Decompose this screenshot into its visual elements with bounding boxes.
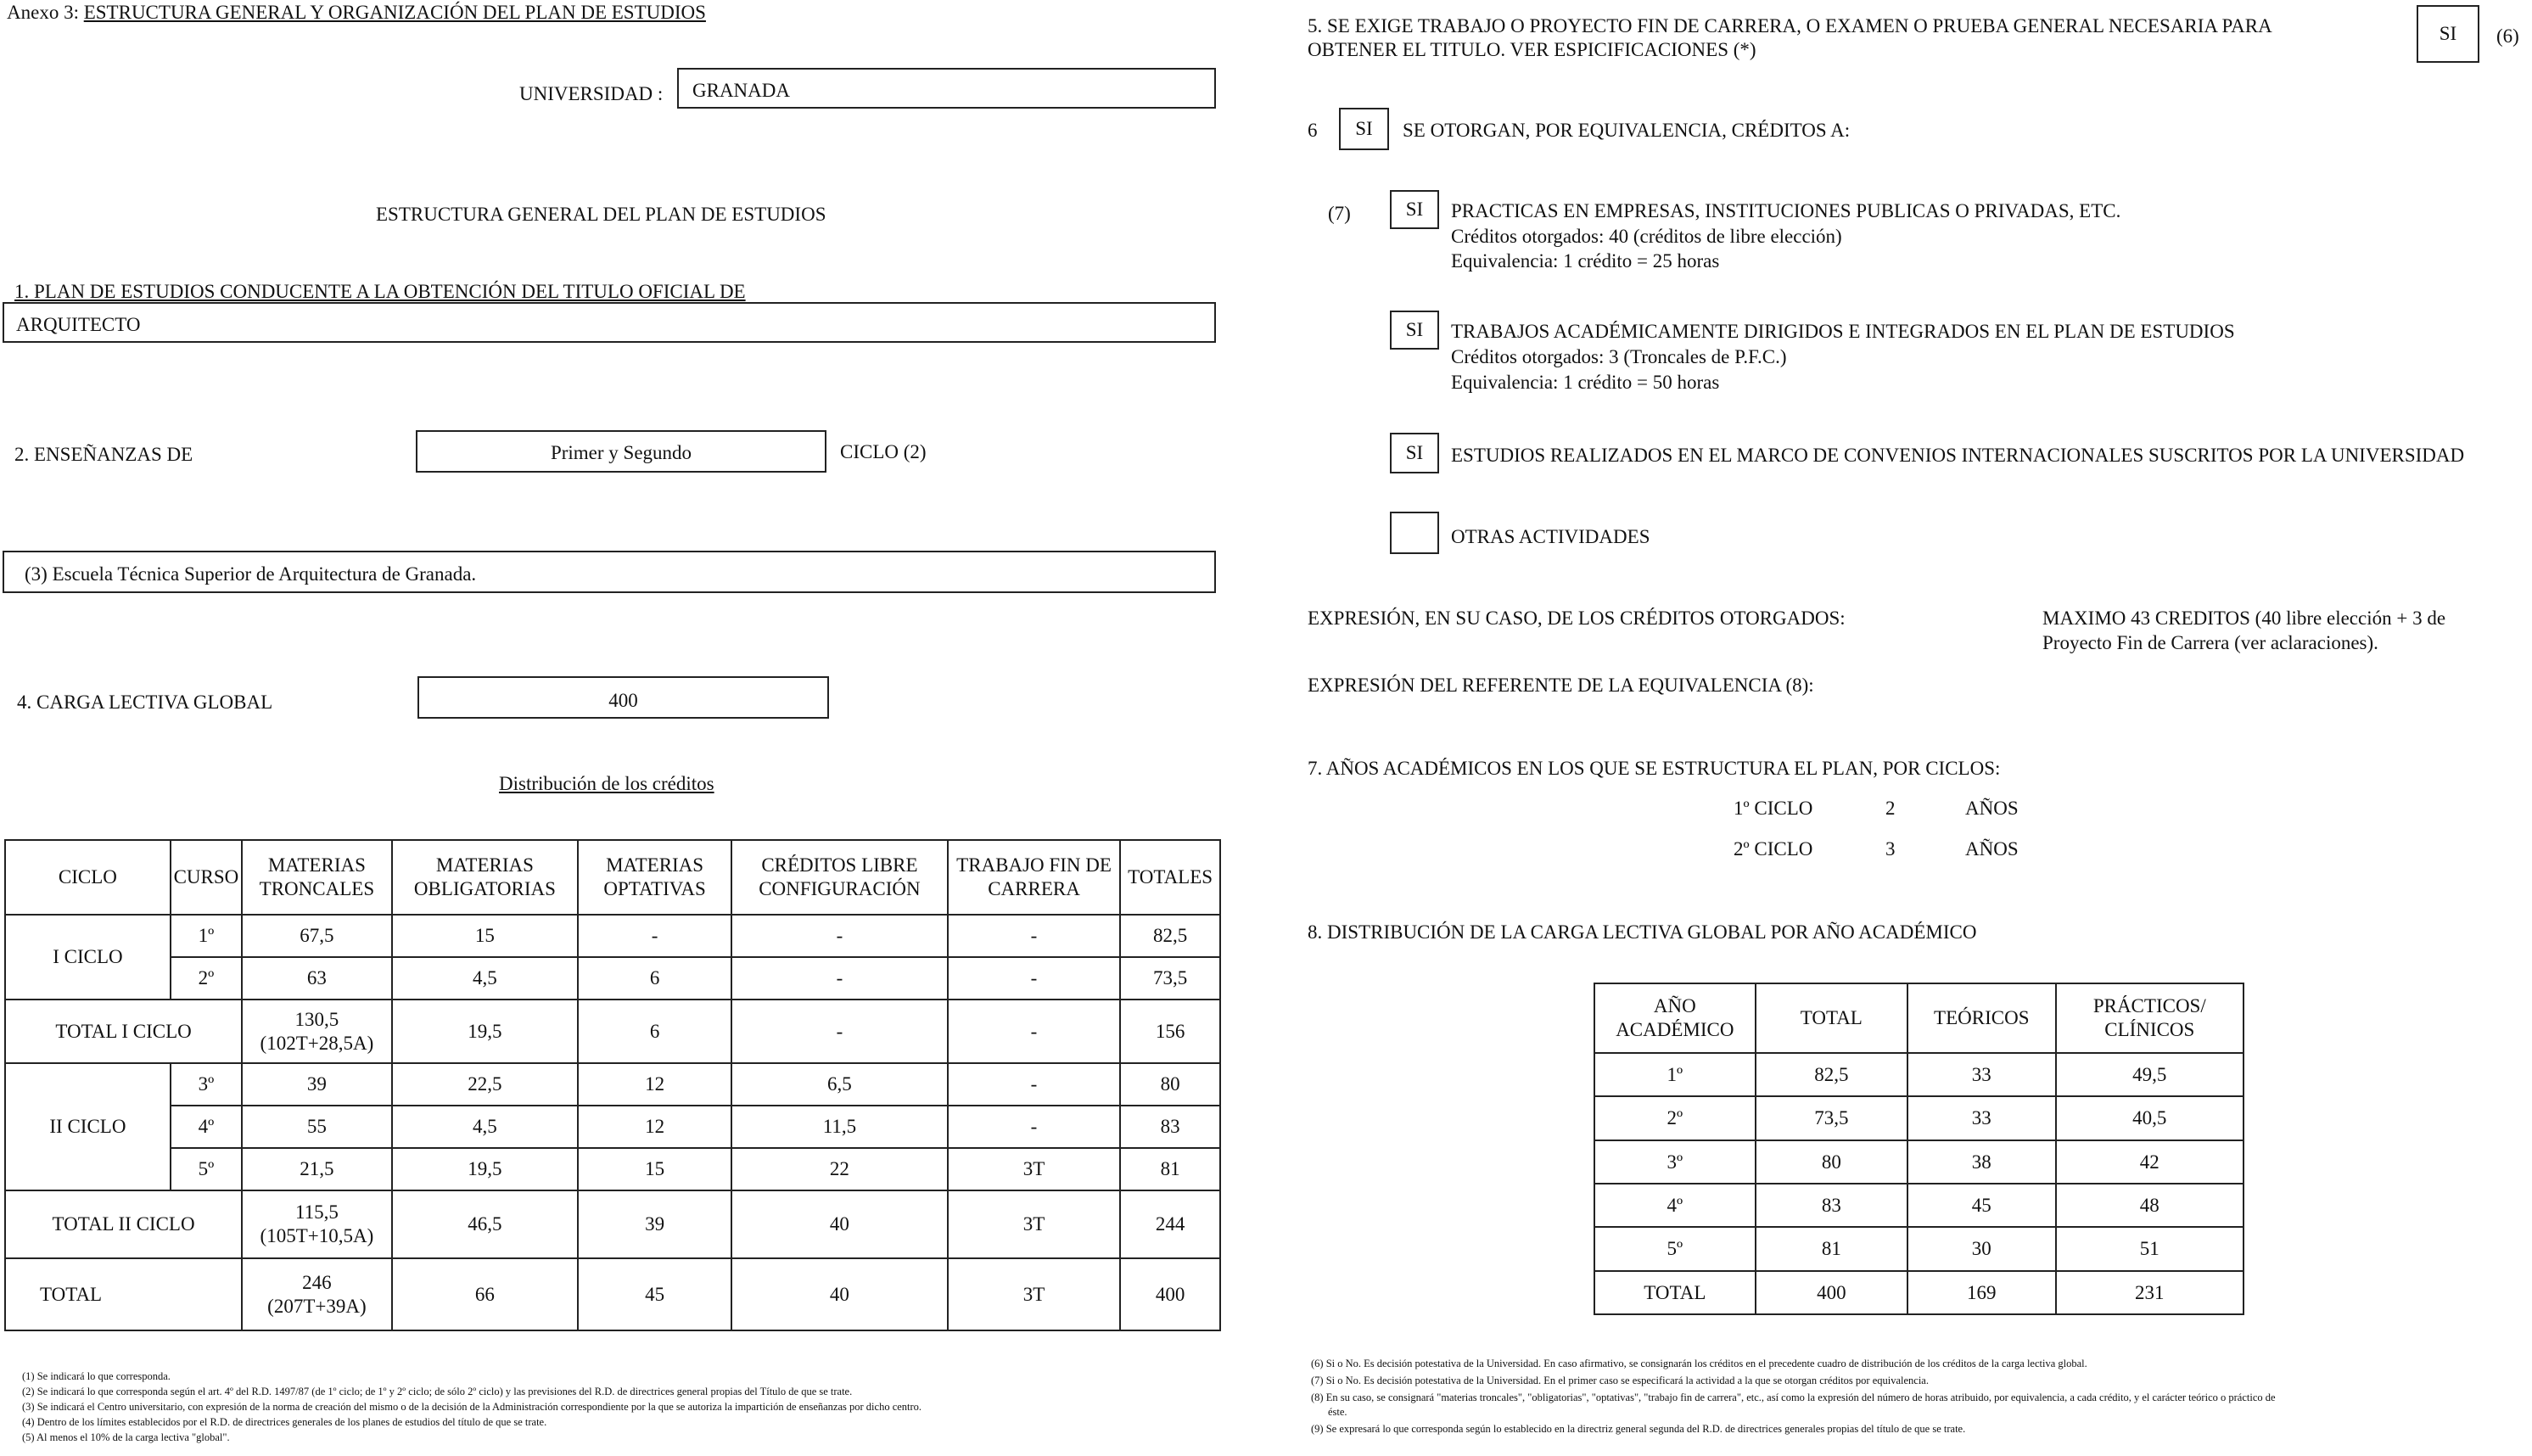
footnote: (6) Si o No. Es decisión potestativa de la Universidad. En caso afirmativo, se consignarán los créditos en el precedente cuadro de distribución de los créditos de la carga lectiva global. (1311, 1358, 2087, 1369)
reference-label: EXPRESIÓN DEL REFERENTE DE LA EQUIVALENCIA (8): (1308, 675, 1814, 696)
equivalence-ratio: Equivalencia: 1 crédito = 50 horas (1451, 372, 1720, 393)
table-row (1594, 1227, 2244, 1270)
table-cell: 4,5 (392, 957, 578, 1000)
header-cell: AÑO ACADÉMICO (1594, 983, 1756, 1053)
school-field (3, 551, 1216, 593)
item5-line1: 5. SE EXIGE TRABAJO O PROYECTO FIN DE CARRERA, O EXAMEN O PRUEBA GENERAL NECESARIA PARA (1308, 15, 2272, 36)
table-cell: 73,5 (1756, 1096, 1907, 1140)
header-cell: PRÁCTICOS/ CLÍNICOS (2056, 983, 2244, 1053)
table-cell: 21,5 (242, 1148, 392, 1190)
equivalence-checkbox: SI (1390, 311, 1439, 350)
table-cell: - (948, 1063, 1120, 1106)
table-row (5, 957, 1220, 1000)
header-cell: TOTAL (1756, 983, 1907, 1053)
table-cell: 22 (731, 1148, 948, 1190)
footnote: (7) Si o No. Es decisión potestativa de la Universidad. En el primer caso se especificará la actividad a la que se otorgan créditos por equivalencia. (1311, 1375, 1929, 1386)
table-cell: 6,5 (731, 1063, 948, 1106)
table-total-row (5, 1000, 1220, 1063)
table-cell: 80 (1756, 1140, 1907, 1184)
equivalence-checkbox (1390, 512, 1439, 554)
table-cell: 45 (578, 1258, 731, 1330)
table-cell: - (948, 957, 1120, 1000)
cycle-suffix: CICLO (2) (840, 441, 927, 462)
table-cell: 40 (731, 1258, 948, 1330)
table-cell: 15 (578, 1148, 731, 1190)
table-cell (242, 1258, 392, 1330)
item2-label: 2. ENSEÑANZAS DE (14, 444, 193, 465)
header-cell: CICLO (5, 840, 171, 915)
equivalence-title: PRACTICAS EN EMPRESAS, INSTITUCIONES PUBLICAS O PRIVADAS, ETC. (1451, 200, 2121, 221)
table-row (1594, 1053, 2244, 1096)
table-cell: 6 (578, 1000, 731, 1063)
header-cell: CRÉDITOS LIBRE CONFIGURACIÓN (731, 840, 948, 915)
equivalence-checkbox: SI (1390, 190, 1439, 229)
table-cell: - (578, 915, 731, 957)
table-cell: 45 (1907, 1184, 2056, 1227)
table-cell: 12 (578, 1106, 731, 1148)
section-heading: ESTRUCTURA GENERAL DEL PLAN DE ESTUDIOS (376, 204, 826, 225)
cycle-years: 2 (1885, 798, 1896, 819)
header-cell: MATERIAS TRONCALES (242, 840, 392, 915)
cell-line: 130,5 (294, 1008, 339, 1030)
table-cell: 40 (731, 1190, 948, 1258)
table-cell: 30 (1907, 1227, 2056, 1270)
table-header-row (5, 840, 1220, 915)
table-cell: 3º (171, 1063, 242, 1106)
table-cell: 400 (1120, 1258, 1220, 1330)
credits-table (4, 839, 1221, 1331)
table-cell: 33 (1907, 1096, 2056, 1140)
table-header-row (1594, 983, 2244, 1053)
table-row (5, 1106, 1220, 1148)
footnote: (3) Se indicará el Centro universitario, con expresión de la norma de creación del mismo o de la decisión de la Administración correspondiente por la que se autoriza la impartición de enseñanzas por dicho centro. (22, 1401, 922, 1413)
table-cell: 46,5 (392, 1190, 578, 1258)
table-cell: 63 (242, 957, 392, 1000)
table-cell: 38 (1907, 1140, 2056, 1184)
cell-line: (207T+39A) (267, 1295, 367, 1317)
cycle-years: 3 (1885, 838, 1896, 860)
footnote: éste. (1328, 1406, 1347, 1418)
table-cell: 81 (1120, 1148, 1220, 1190)
annex-prefix: Anexo 3: (7, 2, 79, 23)
header-cell: MATERIAS OPTATIVAS (578, 840, 731, 915)
item5-checkbox: SI (2417, 5, 2479, 63)
table-cell: 80 (1120, 1063, 1220, 1106)
table-cell: 49,5 (2056, 1053, 2244, 1096)
degree-field (3, 302, 1216, 343)
table-cell (242, 1190, 392, 1258)
table-cell: - (731, 957, 948, 1000)
table-cell: 1º (1594, 1053, 1756, 1096)
table-cell: 4º (171, 1106, 242, 1148)
table-cell: 231 (2056, 1271, 2244, 1314)
table-cell: 39 (578, 1190, 731, 1258)
table-cell: 400 (1756, 1271, 1907, 1314)
table-cell: TOTAL (1594, 1271, 1756, 1314)
expression-value-line1: MAXIMO 43 CREDITOS (40 libre elección + 3 de (2042, 608, 2446, 629)
table-cell: 40,5 (2056, 1096, 2244, 1140)
expression-value-line2: Proyecto Fin de Carrera (ver aclaraciones). (2042, 632, 2378, 653)
table-cell: 42 (2056, 1140, 2244, 1184)
table-cell: 48 (2056, 1184, 2244, 1227)
footnote: (8) En su caso, se consignará "materias troncales", "obligatorias", "optativas", "trabajo fin de carrera", etc., así como la expresión del número de horas atribuido, por equivalencia, a cada crédito, y el carácter teórico o práctico de (1311, 1392, 2276, 1403)
table-cell: 19,5 (392, 1000, 578, 1063)
total-label-cell: TOTAL I CICLO (5, 1000, 242, 1063)
footnote: (1) Se indicará lo que corresponda. (22, 1370, 171, 1382)
item5-note: (6) (2496, 25, 2519, 47)
item6-label: SE OTORGAN, POR EQUIVALENCIA, CRÉDITOS A: (1403, 120, 1851, 141)
table-cell: 67,5 (242, 915, 392, 957)
table-row (5, 1148, 1220, 1190)
table-row (1594, 1096, 2244, 1140)
university-label: UNIVERSIDAD : (519, 83, 664, 104)
header-cell: TOTALES (1120, 840, 1220, 915)
item8-label: 8. DISTRIBUCIÓN DE LA CARGA LECTIVA GLOBAL POR AÑO ACADÉMICO (1308, 921, 1977, 943)
table-cell: 6 (578, 957, 731, 1000)
equivalence-title: TRABAJOS ACADÉMICAMENTE DIRIGIDOS E INTEGRADOS EN EL PLAN DE ESTUDIOS (1451, 321, 2235, 342)
table-cell: 3º (1594, 1140, 1756, 1184)
item1-label: 1. PLAN DE ESTUDIOS CONDUCENTE A LA OBTENCIÓN DEL TITULO OFICIAL DE (14, 281, 746, 302)
footnote: (5) Al menos el 10% de la carga lectiva "global". (22, 1431, 230, 1443)
table-cell: 3T (948, 1190, 1120, 1258)
university-value: GRANADA (692, 80, 790, 101)
table-row (5, 915, 1220, 957)
footnote: (2) Se indicará lo que corresponda según el art. 4º del R.D. 1497/87 (de 1º ciclo; de 1º y 2º ciclo; de sólo 2º ciclo) y las previsiones del R.D. de directrices general propias del Título de que se trate. (22, 1386, 853, 1397)
equivalence-ratio: Equivalencia: 1 crédito = 25 horas (1451, 250, 1720, 272)
table-total-row (1594, 1271, 2244, 1314)
table-cell: - (948, 1106, 1120, 1148)
table-cell (242, 1000, 392, 1063)
university-field (677, 68, 1216, 109)
footnote: (9) Se expresará lo que corresponda según lo establecido en la directriz general segunda del R.D. de directrices generales propias del título de que se trate. (1311, 1423, 1966, 1435)
table-cell: 11,5 (731, 1106, 948, 1148)
table-cell: 3T (948, 1148, 1120, 1190)
table-cell: 244 (1120, 1190, 1220, 1258)
table-cell: 1º (171, 915, 242, 957)
academic-year-table (1594, 983, 2244, 1315)
table-cell: 33 (1907, 1053, 2056, 1096)
equivalence-credits: Créditos otorgados: 3 (Troncales de P.F.C.) (1451, 346, 1787, 367)
table-cell: 73,5 (1120, 957, 1220, 1000)
table-cell: 169 (1907, 1271, 2056, 1314)
cycle-unit: AÑOS (1965, 798, 2019, 819)
footnote: (4) Dentro de los límites establecidos por el R.D. de directrices generales de los planes de estudios del título de que se trate. (22, 1416, 547, 1428)
global-load-field (417, 676, 829, 719)
school-value: (3) Escuela Técnica Superior de Arquitectura de Granada. (25, 563, 477, 585)
table-row (1594, 1184, 2244, 1227)
table-cell: 83 (1756, 1184, 1907, 1227)
table-cell: - (731, 1000, 948, 1063)
header-cell: TRABAJO FIN DE CARRERA (948, 840, 1120, 915)
global-load-value: 400 (608, 690, 638, 711)
cycle-cell: I CICLO (5, 915, 171, 1000)
table-cell: - (948, 1000, 1120, 1063)
table-row (1594, 1140, 2244, 1184)
equivalence-credits: Créditos otorgados: 40 (créditos de libre elección) (1451, 226, 1842, 247)
item4-label: 4. CARGA LECTIVA GLOBAL (17, 692, 273, 713)
table-cell: 3T (948, 1258, 1120, 1330)
table-cell: 83 (1120, 1106, 1220, 1148)
table-cell: 51 (2056, 1227, 2244, 1270)
table-cell: 55 (242, 1106, 392, 1148)
header-cell: TEÓRICOS (1907, 983, 2056, 1053)
cycle-name: 1º CICLO (1734, 798, 1813, 819)
table-row (5, 1063, 1220, 1106)
table-cell: 2º (1594, 1096, 1756, 1140)
table-cell: 4,5 (392, 1106, 578, 1148)
annex-title: ESTRUCTURA GENERAL Y ORGANIZACIÓN DEL PLAN DE ESTUDIOS (83, 2, 706, 23)
item6-number: 6 (1308, 120, 1318, 141)
table-cell: 19,5 (392, 1148, 578, 1190)
annex-heading (7, 2, 706, 24)
total-label-cell: TOTAL II CICLO (5, 1190, 242, 1258)
table-cell: 156 (1120, 1000, 1220, 1063)
cycle-unit: AÑOS (1965, 838, 2019, 860)
table-total-row (5, 1190, 1220, 1258)
cycles-value: Primer y Segundo (550, 442, 692, 463)
table-cell: 81 (1756, 1227, 1907, 1270)
cell-line: 246 (302, 1271, 332, 1293)
cell-line: 115,5 (294, 1201, 339, 1224)
equivalence-title: OTRAS ACTIVIDADES (1451, 526, 1650, 547)
item7-label: 7. AÑOS ACADÉMICOS EN LOS QUE SE ESTRUCTURA EL PLAN, POR CICLOS: (1308, 758, 2001, 779)
table-cell: 15 (392, 915, 578, 957)
table-cell: 5º (1594, 1227, 1756, 1270)
item6-checkbox: SI (1339, 108, 1389, 150)
cycles-field (416, 430, 826, 473)
expression-label: EXPRESIÓN, EN SU CASO, DE LOS CRÉDITOS OTORGADOS: (1308, 608, 1846, 629)
table-cell: 12 (578, 1063, 731, 1106)
degree-value: ARQUITECTO (16, 314, 141, 335)
item7-note: (7) (1328, 203, 1351, 224)
cell-line: (102T+28,5A) (260, 1032, 374, 1054)
total-label-cell: TOTAL (5, 1258, 242, 1330)
table-cell: 66 (392, 1258, 578, 1330)
table-cell: 82,5 (1756, 1053, 1907, 1096)
equivalence-checkbox: SI (1390, 433, 1439, 473)
cycle-name: 2º CICLO (1734, 838, 1813, 860)
table-cell: 82,5 (1120, 915, 1220, 957)
equivalence-title: ESTUDIOS REALIZADOS EN EL MARCO DE CONVENIOS INTERNACIONALES SUSCRITOS POR LA UNIVERSIDAD (1451, 445, 2465, 466)
cycle-cell: II CICLO (5, 1063, 171, 1190)
distribution-title: Distribución de los créditos (499, 773, 714, 794)
table-total-row (5, 1258, 1220, 1330)
table-cell: 4º (1594, 1184, 1756, 1227)
table-cell: 2º (171, 957, 242, 1000)
item5-line2: OBTENER EL TITULO. VER ESPICIFICACIONES (*) (1308, 39, 1756, 60)
header-cell: CURSO (171, 840, 242, 915)
table-cell: 39 (242, 1063, 392, 1106)
cell-line: (105T+10,5A) (260, 1225, 374, 1246)
table-cell: 22,5 (392, 1063, 578, 1106)
table-cell: - (731, 915, 948, 957)
table-cell: - (948, 915, 1120, 957)
header-cell: MATERIAS OBLIGATORIAS (392, 840, 578, 915)
table-cell: 5º (171, 1148, 242, 1190)
